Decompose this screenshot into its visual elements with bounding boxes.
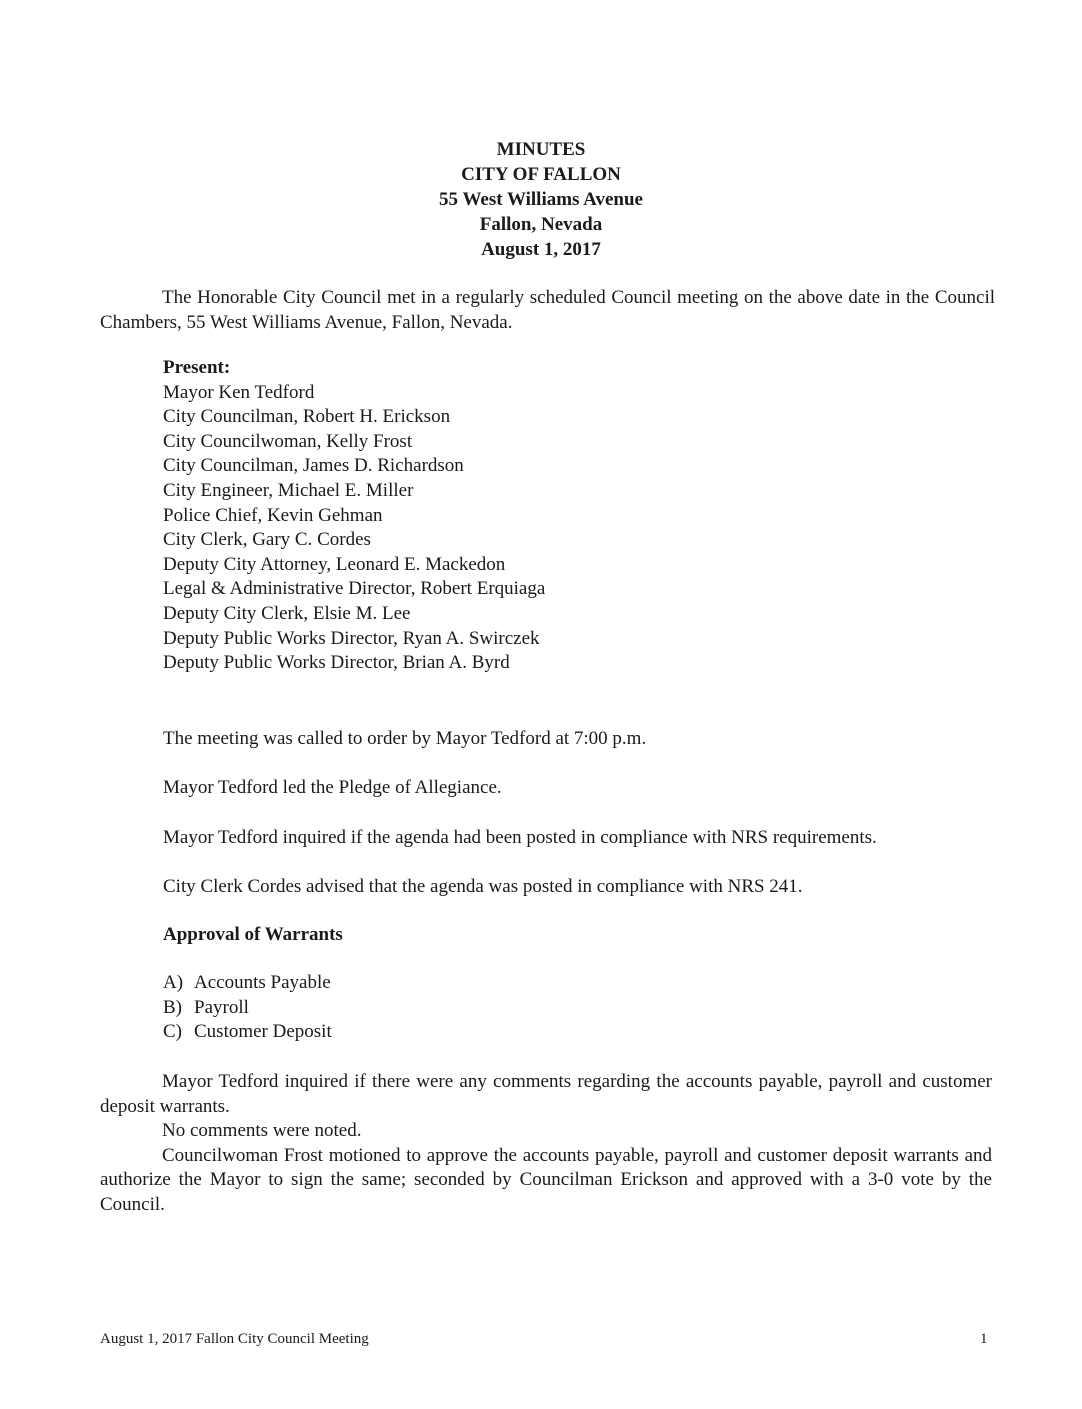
warrants-inquiry-paragraph: Mayor Tedford inquired if there were any comments regarding the accounts payable, payroll and customer deposit warrants. — [100, 1071, 992, 1117]
header-location: Fallon, Nevada — [479, 214, 603, 235]
warrant-item-mark: B) — [163, 996, 182, 1018]
attendee-item: Deputy City Clerk, Elsie M. Lee — [163, 602, 411, 624]
agenda-compliance-paragraph: City Clerk Cordes advised that the agenda was posted in compliance with NRS 241. — [163, 876, 803, 897]
attendee-item: Deputy Public Works Director, Brian A. Byrd — [163, 652, 510, 674]
warrants-discussion — [100, 1070, 992, 1217]
document-header — [0, 137, 1082, 262]
warrant-item-label: Accounts Payable — [194, 972, 331, 993]
attendee-item: City Clerk, Gary C. Cordes — [163, 529, 371, 551]
attendee-item: Legal & Administrative Director, Robert Erquiaga — [163, 578, 546, 600]
warrant-item-label: Customer Deposit — [194, 1021, 332, 1042]
agenda-inquiry-paragraph: Mayor Tedford inquired if the agenda had been posted in compliance with NRS requirements. — [163, 827, 877, 848]
attendee-item: Deputy Public Works Director, Ryan A. Swirczek — [163, 627, 540, 649]
attendance-section — [163, 356, 963, 676]
attendee-item: City Councilman, Robert H. Erickson — [163, 406, 451, 428]
warrants-motion-paragraph: Councilwoman Frost motioned to approve the accounts payable, payroll and customer deposit warrants and authorize the Mayor to sign the same; seconded by Councilman Erickson and approved with a 3-0 vote by the Council. — [100, 1144, 992, 1215]
header-city: CITY OF FALLON — [461, 164, 621, 185]
warrants-no-comments-paragraph: No comments were noted. — [162, 1120, 362, 1141]
warrant-item — [163, 1020, 332, 1045]
header-address: 55 West Williams Avenue — [439, 189, 643, 210]
header-title: MINUTES — [496, 139, 586, 160]
attendee-item: Deputy City Attorney, Leonard E. Mackedon — [163, 553, 506, 575]
intro-paragraph: The Honorable City Council met in a regularly scheduled Council meeting on the above date in the Council Chambers, 55 West Williams Avenue, Fallon, Nevada. — [100, 287, 995, 333]
attendee-item: City Councilman, James D. Richardson — [163, 455, 464, 477]
warrant-item-mark: A) — [163, 972, 184, 993]
present-heading: Present: — [163, 357, 231, 378]
call-to-order-paragraph: The meeting was called to order by Mayor Tedford at 7:00 p.m. — [163, 728, 647, 749]
attendee-list — [163, 381, 963, 676]
pledge-paragraph: Mayor Tedford led the Pledge of Allegiance. — [163, 777, 502, 798]
warrant-list — [163, 971, 332, 1045]
warrant-item — [163, 996, 332, 1021]
warrants-section-title: Approval of Warrants — [163, 924, 343, 945]
attendee-item: City Councilwoman, Kelly Frost — [163, 430, 413, 452]
warrant-item-label: Payroll — [194, 996, 249, 1018]
attendee-item: Police Chief, Kevin Gehman — [163, 504, 383, 526]
page-footer: August 1, 2017 Fallon City Council Meeting — [100, 1331, 369, 1347]
page-number: 1 — [980, 1331, 988, 1347]
warrant-item — [163, 971, 332, 996]
header-date: August 1, 2017 — [481, 239, 601, 260]
attendee-item: City Engineer, Michael E. Miller — [163, 479, 414, 501]
attendee-item: Mayor Ken Tedford — [163, 381, 315, 403]
warrant-item-mark: C) — [163, 1021, 182, 1042]
